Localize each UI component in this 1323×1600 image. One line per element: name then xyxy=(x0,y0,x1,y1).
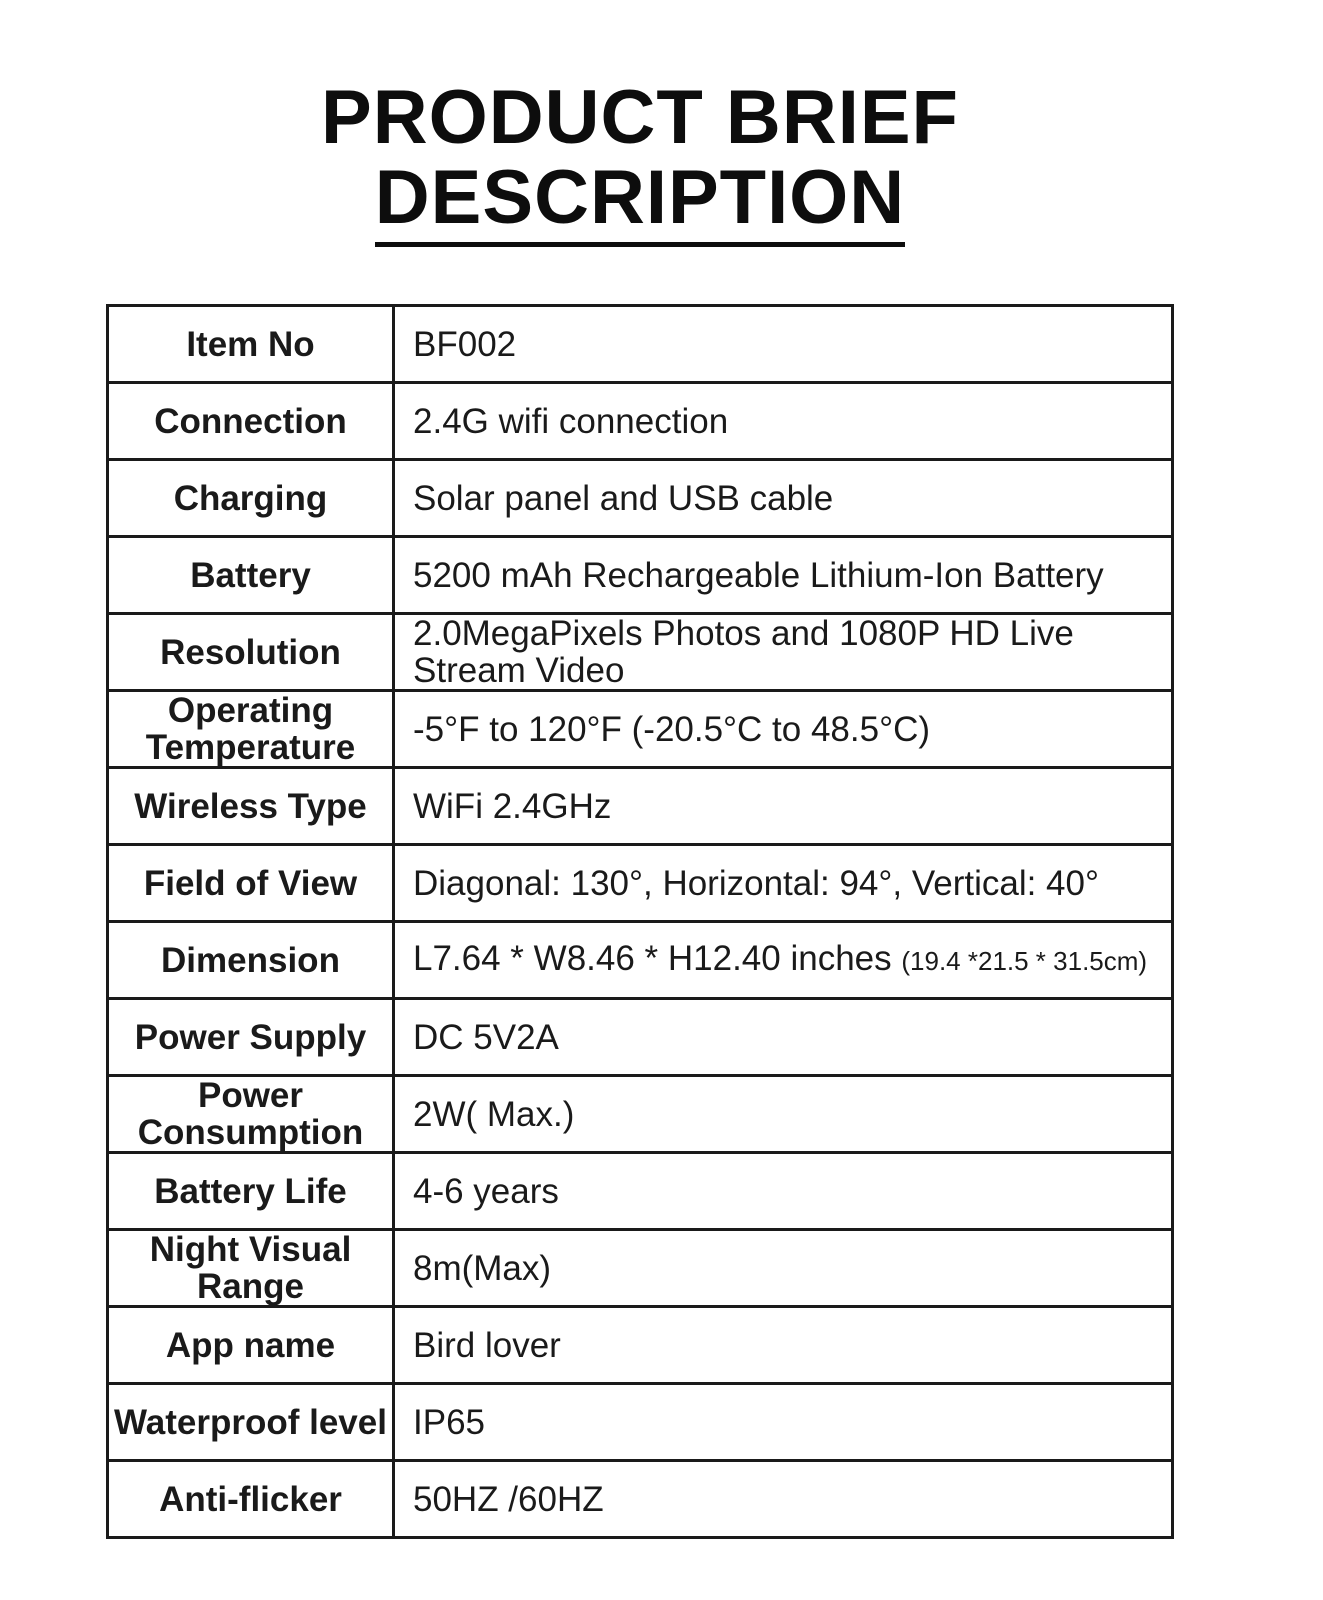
spec-value-dimension xyxy=(394,922,1173,999)
spec-value-field-of-view: Diagonal: 130°, Horizontal: 94°, Vertical: 40° xyxy=(394,845,1173,922)
table-row xyxy=(108,691,1173,768)
table-row xyxy=(108,383,1173,460)
table-row xyxy=(108,1384,1173,1461)
spec-value-app-name: Bird lover xyxy=(394,1307,1173,1384)
table-row xyxy=(108,768,1173,845)
spec-value-power-supply: DC 5V2A xyxy=(394,999,1173,1076)
spec-value-wireless-type: WiFi 2.4GHz xyxy=(394,768,1173,845)
spec-value-resolution: 2.0MegaPixels Photos and 1080P HD Live Stream Video xyxy=(394,614,1173,691)
table-row xyxy=(108,460,1173,537)
spec-label-power-supply: Power Supply xyxy=(108,999,394,1076)
page-title xyxy=(0,75,1280,247)
spec-value-waterproof-level: IP65 xyxy=(394,1384,1173,1461)
table-row xyxy=(108,537,1173,614)
spec-value-operating-temperature: -5°F to 120°F (-20.5°C to 48.5°C) xyxy=(394,691,1173,768)
table-row xyxy=(108,1307,1173,1384)
table-row xyxy=(108,1230,1173,1307)
table-row xyxy=(108,922,1173,999)
dimension-inches: L7.64 * W8.46 * H12.40 inches xyxy=(413,939,892,978)
spec-value-night-visual-range: 8m(Max) xyxy=(394,1230,1173,1307)
spec-value-anti-flicker: 50HZ /60HZ xyxy=(394,1461,1173,1538)
spec-label-battery-life: Battery Life xyxy=(108,1153,394,1230)
title-line-1: PRODUCT BRIEF xyxy=(321,75,959,160)
dimension-cm: (19.4 *21.5 * 31.5cm) xyxy=(901,946,1148,976)
table-row xyxy=(108,306,1173,383)
table-row xyxy=(108,614,1173,691)
table-row xyxy=(108,1076,1173,1153)
spec-label-charging: Charging xyxy=(108,460,394,537)
spec-label-operating-temperature: Operating Temperature xyxy=(108,691,394,768)
table-row xyxy=(108,999,1173,1076)
spec-label-battery: Battery xyxy=(108,537,394,614)
table-row xyxy=(108,1153,1173,1230)
spec-value-charging: Solar panel and USB cable xyxy=(394,460,1173,537)
spec-label-night-visual-range: Night Visual Range xyxy=(108,1230,394,1307)
spec-value-connection: 2.4G wifi connection xyxy=(394,383,1173,460)
table-row xyxy=(108,1461,1173,1538)
spec-label-resolution: Resolution xyxy=(108,614,394,691)
spec-table xyxy=(106,304,1174,1539)
spec-label-anti-flicker: Anti-flicker xyxy=(108,1461,394,1538)
spec-label-dimension: Dimension xyxy=(108,922,394,999)
title-line-2: DESCRIPTION xyxy=(375,158,905,247)
spec-value-battery: 5200 mAh Rechargeable Lithium-Ion Battery xyxy=(394,537,1173,614)
spec-value-power-consumption: 2W( Max.) xyxy=(394,1076,1173,1153)
spec-label-connection: Connection xyxy=(108,383,394,460)
spec-label-field-of-view: Field of View xyxy=(108,845,394,922)
spec-value-battery-life: 4-6 years xyxy=(394,1153,1173,1230)
spec-value-item-no: BF002 xyxy=(394,306,1173,383)
spec-label-power-consumption: Power Consumption xyxy=(108,1076,394,1153)
spec-label-wireless-type: Wireless Type xyxy=(108,768,394,845)
table-row xyxy=(108,845,1173,922)
spec-label-waterproof-level: Waterproof level xyxy=(108,1384,394,1461)
spec-label-app-name: App name xyxy=(108,1307,394,1384)
spec-label-item-no: Item No xyxy=(108,306,394,383)
